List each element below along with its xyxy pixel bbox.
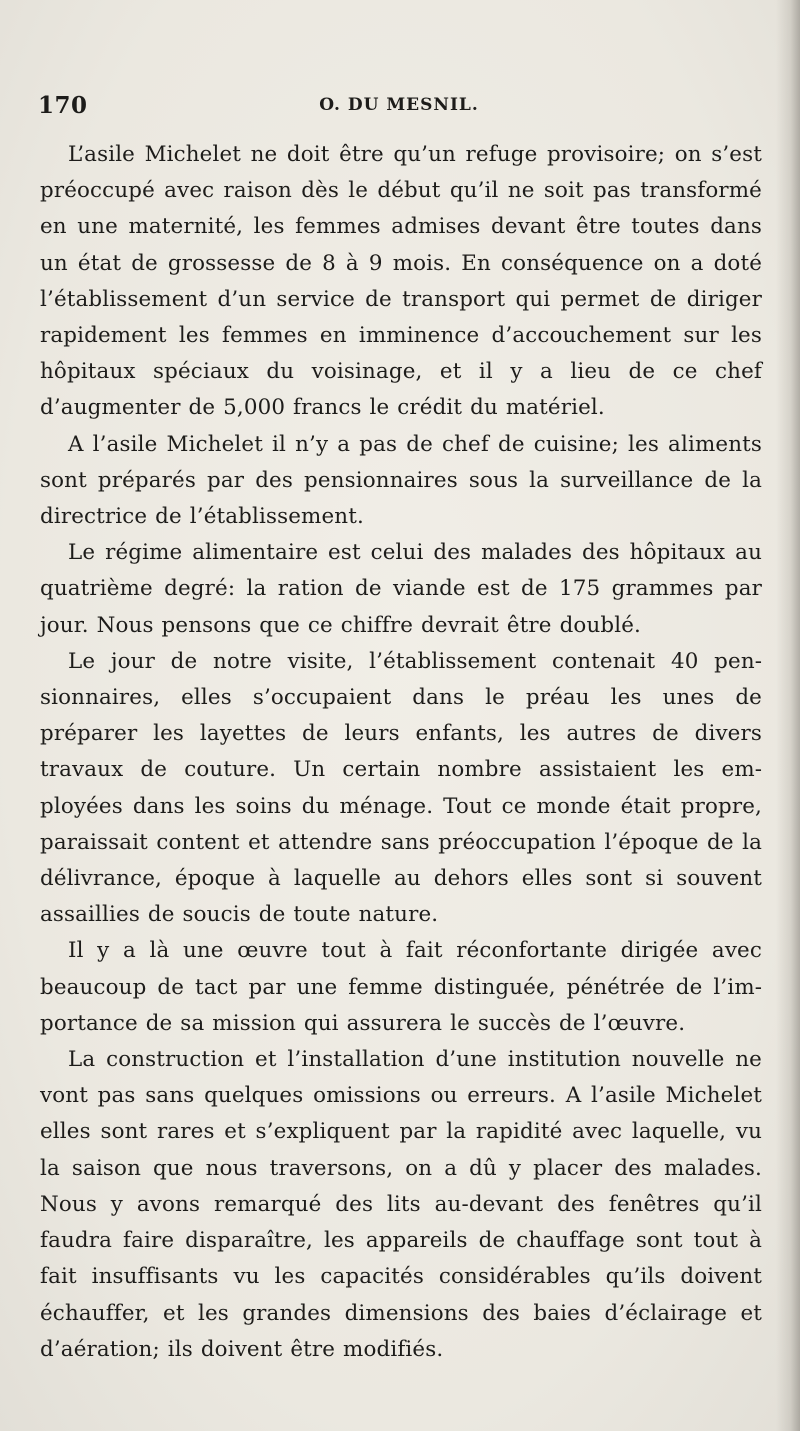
paragraph: La construction et l’installation d’une institution nouvelle ne vont pas sans quelques omissions ou erreurs. A l’asile Michelet elles sont rares et s’expliquent par la rapidité avec laquelle, vu la saison que nous traversons, on a dû y placer des malades. Nous y avons remarqué des lits au-devant des fenêtres qu’il faudra faire disparaître, les appareils de chauffage sont tout à fait insuffisants vu les capacités considérables qu’ils doivent échauffer, et les grandes dimensions des baies d’éclairage et d’aération; ils doivent être modifiés. <box>40 1047 762 1362</box>
page-header <box>38 92 760 128</box>
paragraph: Le jour de notre visite, l’établissement contenait 40 pensionnaires, elles s’occupaient dans le préau les unes de préparer les layettes de leurs enfants, les autres de divers travaux de couture. Un certain nombre assistaient les employées dans les soins du ménage. Tout ce monde était propre, paraissait content et attendre sans préoccupation l’époque de la délivrance, époque à laquelle au dehors elles sont si souvent assaillies de soucis de toute nature. <box>40 648 762 928</box>
paragraph: Le régime alimentaire est celui des malades des hôpitaux au quatrième degré: la ration de viande est de 175 grammes par jour. Nous pensons que ce chiffre devrait être doublé. <box>40 540 762 638</box>
body-text <box>40 137 762 1368</box>
paragraph: Il y a là une œuvre tout à fait réconfortante dirigée avec beaucoup de tact par une femme distinguée, pénétrée de l’importance de sa mission qui assurera le succès de l’œuvre. <box>40 938 762 1036</box>
paragraph: A l’asile Michelet il n’y a pas de chef de cuisine; les aliments sont préparés par des pensionnaires sous la surveillance de la directrice de l’établissement. <box>40 431 762 530</box>
page-number: 170 <box>38 92 88 119</box>
page-edge-shadow <box>776 0 800 1431</box>
paragraph: L’asile Michelet ne doit être qu’un refuge provisoire; on s’est préoccupé avec raison dès le début qu’il ne soit pas transformé en une maternité, les femmes admises devant être toutes dans un état de grossesse de 8 à 9 mois. En conséquence on a doté l’établissement d’un service de transport qui permet de diriger rapidement les femmes en imminence d’accouchement sur les hôpitaux spéciaux du voisinage, et il y a lieu de ce chef d’augmenter de 5,000 francs le crédit du matériel. <box>40 142 762 421</box>
running-head: O. DU MESNIL. <box>319 95 479 115</box>
